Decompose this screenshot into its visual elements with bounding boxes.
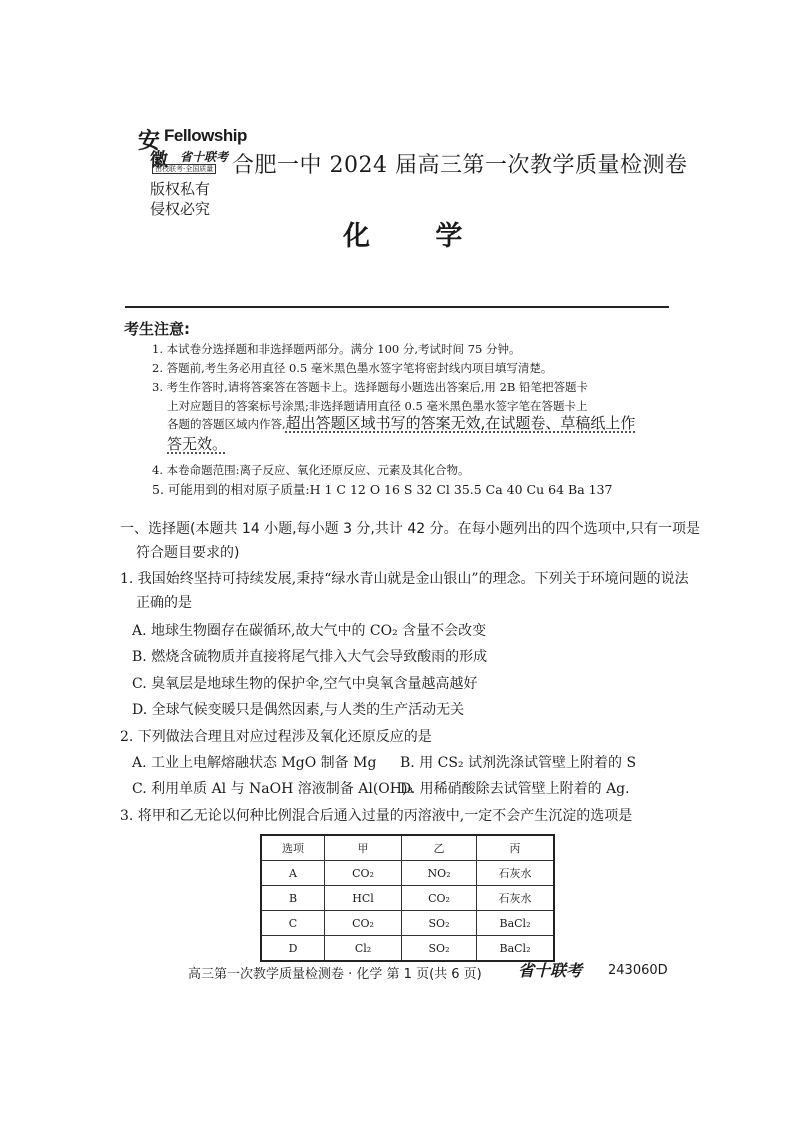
table-header-cell: 甲	[325, 835, 402, 861]
table-cell: C	[261, 911, 325, 936]
question-2-option-d: D. 用稀硝酸除去试管壁上附着的 Ag.	[400, 781, 630, 797]
question-2-option-a: A. 工业上电解熔融状态 MgO 制备 Mg	[132, 755, 377, 771]
notice-item-3-line-2: 上对应题目的答案标号涂黑;非选择题请用直径 0.5 毫米黑色墨水签字笔在答题卡上	[167, 399, 588, 413]
table-header-cell: 乙	[402, 835, 477, 861]
table-row	[261, 861, 554, 886]
notice-item-2: 2. 答题前,考生务必用直径 0.5 毫米黑色墨水签字笔将密封线内项目填写清楚。	[152, 361, 553, 375]
table-cell: SO₂	[402, 911, 477, 936]
header-divider	[125, 306, 669, 308]
question-3-table	[260, 834, 555, 962]
table-cell: B	[261, 886, 325, 911]
table-cell: 石灰水	[477, 861, 555, 886]
question-2-option-b: B. 用 CS₂ 试剂洗涤试管壁上附着的 S	[400, 755, 637, 771]
exam-title: 合肥一中 2024 届高三第一次教学质量检测卷	[232, 153, 688, 178]
logo-fellowship-text: Fellowship	[164, 126, 247, 145]
question-3-stem: 3. 将甲和乙无论以何种比例混合后通入过量的丙溶液中,一定不会产生沉淀的选项是	[120, 808, 633, 824]
question-1-option-d: D. 全球气候变暖只是偶然因素,与人类的生产活动无关	[132, 702, 465, 718]
table-cell: CO₂	[325, 861, 402, 886]
notice-item-3-line-3	[167, 414, 635, 434]
notice-item-3-line-1: 3. 考生作答时,请将答案答在答题卡上。选择题每小题选出答案后,用 2B 铅笔把答题卡	[152, 380, 589, 394]
table-cell: CO₂	[402, 886, 477, 911]
footer-brand-logo: 省十联考	[518, 961, 583, 980]
table-row	[261, 911, 554, 936]
question-1-option-c: C. 臭氧层是地球生物的保护伞,空气中臭氧含量越高越好	[132, 676, 478, 692]
table-cell: D	[261, 936, 325, 962]
section-heading-line-1: 一、选择题(本题共 14 小题,每小题 3 分,共计 42 分。在每小题列出的四个选项中,只有一项是	[120, 521, 701, 537]
notice-item-3-line-3a: 各题的答题区域内作答,	[167, 417, 286, 431]
table-header-cell: 丙	[477, 835, 555, 861]
question-1-stem-line-2: 正确的是	[136, 595, 192, 611]
question-2-stem: 2. 下列做法合理且对应过程涉及氧化还原反应的是	[120, 729, 432, 745]
question-2-option-c: C. 利用单质 Al 与 NaOH 溶液制备 Al(OH)₃	[132, 781, 414, 797]
notice-item-3-line-3b: 超出答题区域书写的答案无效,在试题卷、草稿纸上作	[285, 414, 636, 432]
notice-title: 考生注意:	[124, 320, 190, 338]
page-footer: 高三第一次教学质量检测卷 · 化学 第 1 页(共 6 页)	[188, 967, 482, 982]
notice-item-3-line-4-text: 答无效。	[167, 435, 228, 453]
table-header-row	[261, 835, 554, 861]
table-cell: BaCl₂	[477, 936, 555, 962]
table-cell: CO₂	[325, 911, 402, 936]
table-cell: A	[261, 861, 325, 886]
logo-subtitle: 田校联考·全国质量	[152, 164, 216, 174]
notice-item-3-line-4	[167, 435, 227, 454]
section-heading-line-2: 符合题目要求的)	[136, 545, 240, 561]
table-cell: Cl₂	[325, 936, 402, 962]
question-1-option-a: A. 地球生物圈存在碳循环,故大气中的 CO₂ 含量不会改变	[132, 623, 487, 639]
notice-item-4: 4. 本卷命题范围:离子反应、氧化还原反应、元素及其化合物。	[152, 463, 470, 477]
question-1-option-b: B. 燃烧含硫物质并直接将尾气排入大气会导致酸雨的形成	[132, 649, 488, 665]
paper-code: 243060D	[608, 963, 668, 978]
logo-char-an: 安	[138, 128, 161, 154]
table-header-cell: 选项	[261, 835, 325, 861]
table-cell: BaCl₂	[477, 911, 555, 936]
notice-item-1: 1. 本试卷分选择题和非选择题两部分。满分 100 分,考试时间 75 分钟。	[152, 342, 521, 356]
notice-item-5: 5. 可能用到的相对原子质量:H 1 C 12 O 16 S 32 Cl 35.5 Ca 40 Cu 64 Ba 137	[152, 482, 613, 497]
table-cell: SO₂	[402, 936, 477, 962]
table-row	[261, 936, 554, 962]
table-cell: HCl	[325, 886, 402, 911]
copyright-line-2: 侵权必究	[150, 200, 211, 218]
table-cell: 石灰水	[477, 886, 555, 911]
copyright-line-1: 版权私有	[150, 180, 211, 198]
question-1-stem-line-1: 1. 我国始终坚持可持续发展,秉持“绿水青山就是金山银山”的理念。下列关于环境问题的说法	[120, 571, 689, 587]
subject-title: 化 学	[343, 221, 491, 252]
table-row	[261, 886, 554, 911]
logo-char-hui: 徽	[150, 150, 168, 171]
logo-brand-text: 省十联考	[180, 150, 229, 164]
table-cell: NO₂	[402, 861, 477, 886]
